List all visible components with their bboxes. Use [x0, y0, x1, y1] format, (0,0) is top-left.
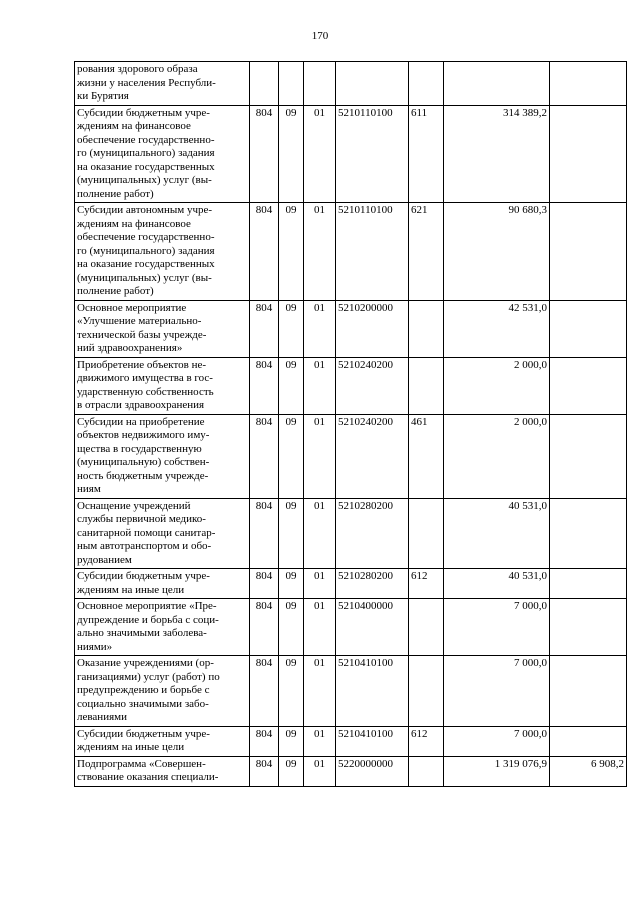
cell-amount: 1 319 076,9	[444, 756, 550, 786]
cell-subsection: 01	[304, 498, 336, 569]
cell-amount: 40 531,0	[444, 569, 550, 599]
cell-target-article: 5210280200	[336, 498, 409, 569]
cell-section: 09	[279, 105, 304, 203]
cell-name: Субсидии бюджетным учре- ждениям на финансовое обеспечение государственно- го (муниципального) задания на оказание государственных (муниципальных) услуг (вы- полнение работ)	[75, 105, 250, 203]
cell-ved-code: 804	[250, 357, 279, 414]
cell-target-article: 5210110100	[336, 203, 409, 301]
cell-name: Субсидии на приобретение объектов недвижимого иму- щества в государственную (муниципальную) собствен- ность бюджетным учрежде- ниям	[75, 414, 250, 498]
table-row	[75, 62, 627, 106]
cell-name: Оказание учреждениями (ор- ганизациями) услуг (работ) по предупреждению и борьбе с социально значимыми забо- леваниями	[75, 656, 250, 727]
cell-ved-code: 804	[250, 300, 279, 357]
cell-name: Основное мероприятие «Пре- дупреждение и борьба с соци- ально значимыми заболева- ниями»	[75, 599, 250, 656]
table-row	[75, 498, 627, 569]
cell-expense-type: 611	[409, 105, 444, 203]
cell-ved-code: 804	[250, 105, 279, 203]
cell-section: 09	[279, 414, 304, 498]
cell-target-article: 5210110100	[336, 105, 409, 203]
table-row	[75, 357, 627, 414]
cell-target-article	[336, 62, 409, 106]
cell-name: Субсидии бюджетным учре- ждениям на иные цели	[75, 569, 250, 599]
cell-amount: 40 531,0	[444, 498, 550, 569]
cell-target-article: 5210280200	[336, 569, 409, 599]
cell-amount-subvention	[550, 300, 627, 357]
cell-expense-type	[409, 357, 444, 414]
cell-name: Оснащение учреждений службы первичной медико- санитарной помощи санитар- ным автотранспортом и обо- рудованием	[75, 498, 250, 569]
cell-section: 09	[279, 300, 304, 357]
cell-section: 09	[279, 498, 304, 569]
cell-subsection: 01	[304, 569, 336, 599]
cell-ved-code: 804	[250, 756, 279, 786]
cell-target-article: 5210400000	[336, 599, 409, 656]
cell-amount-subvention	[550, 726, 627, 756]
cell-subsection: 01	[304, 656, 336, 727]
cell-subsection: 01	[304, 300, 336, 357]
cell-name: рования здорового образа жизни у населения Республи- ки Бурятия	[75, 62, 250, 106]
cell-section: 09	[279, 656, 304, 727]
cell-ved-code: 804	[250, 498, 279, 569]
cell-name: Приобретение объектов не- движимого имущества в гос- ударственную собственность в отрасли здравоохранения	[75, 357, 250, 414]
cell-amount-subvention	[550, 203, 627, 301]
cell-amount-subvention: 6 908,2	[550, 756, 627, 786]
cell-section: 09	[279, 599, 304, 656]
table-row	[75, 756, 627, 786]
table-row	[75, 656, 627, 727]
cell-amount: 42 531,0	[444, 300, 550, 357]
cell-section: 09	[279, 569, 304, 599]
cell-expense-type: 461	[409, 414, 444, 498]
cell-amount-subvention	[550, 656, 627, 727]
cell-section: 09	[279, 756, 304, 786]
cell-expense-type	[409, 756, 444, 786]
cell-target-article: 5210410100	[336, 726, 409, 756]
cell-amount: 2 000,0	[444, 357, 550, 414]
cell-target-article: 5210410100	[336, 656, 409, 727]
cell-subsection: 01	[304, 726, 336, 756]
cell-expense-type: 612	[409, 569, 444, 599]
cell-expense-type	[409, 300, 444, 357]
cell-name: Субсидии бюджетным учре- ждениям на иные цели	[75, 726, 250, 756]
table-row	[75, 414, 627, 498]
cell-amount: 7 000,0	[444, 656, 550, 727]
cell-name: Субсидии автономным учре- ждениям на финансовое обеспечение государственно- го (муниципального) задания на оказание государственных (муниципальных) услуг (вы- полнение работ)	[75, 203, 250, 301]
page-number: 170	[311, 30, 329, 42]
cell-target-article: 5210200000	[336, 300, 409, 357]
table-row	[75, 599, 627, 656]
cell-name: Основное мероприятие «Улучшение материально- технической базы учрежде- ний здравоохранения»	[75, 300, 250, 357]
cell-ved-code	[250, 62, 279, 106]
cell-subsection: 01	[304, 203, 336, 301]
cell-target-article: 5210240200	[336, 357, 409, 414]
cell-ved-code: 804	[250, 414, 279, 498]
cell-expense-type: 612	[409, 726, 444, 756]
cell-section: 09	[279, 203, 304, 301]
cell-target-article: 5210240200	[336, 414, 409, 498]
cell-amount-subvention	[550, 62, 627, 106]
table-row	[75, 203, 627, 301]
table-row	[75, 300, 627, 357]
cell-amount-subvention	[550, 357, 627, 414]
cell-ved-code: 804	[250, 726, 279, 756]
cell-subsection: 01	[304, 599, 336, 656]
cell-amount-subvention	[550, 498, 627, 569]
cell-amount	[444, 62, 550, 106]
cell-expense-type: 621	[409, 203, 444, 301]
cell-subsection	[304, 62, 336, 106]
cell-amount: 314 389,2	[444, 105, 550, 203]
cell-amount: 7 000,0	[444, 599, 550, 656]
cell-amount-subvention	[550, 569, 627, 599]
cell-section: 09	[279, 357, 304, 414]
cell-ved-code: 804	[250, 569, 279, 599]
cell-subsection: 01	[304, 414, 336, 498]
table-row	[75, 105, 627, 203]
cell-target-article: 5220000000	[336, 756, 409, 786]
cell-amount: 90 680,3	[444, 203, 550, 301]
cell-ved-code: 804	[250, 656, 279, 727]
cell-expense-type	[409, 656, 444, 727]
cell-expense-type	[409, 62, 444, 106]
cell-amount-subvention	[550, 105, 627, 203]
cell-amount: 7 000,0	[444, 726, 550, 756]
cell-expense-type	[409, 498, 444, 569]
cell-amount: 2 000,0	[444, 414, 550, 498]
budget-table	[74, 61, 627, 787]
table-row	[75, 569, 627, 599]
cell-section: 09	[279, 726, 304, 756]
cell-subsection: 01	[304, 357, 336, 414]
cell-amount-subvention	[550, 599, 627, 656]
cell-ved-code: 804	[250, 599, 279, 656]
cell-ved-code: 804	[250, 203, 279, 301]
cell-subsection: 01	[304, 105, 336, 203]
cell-expense-type	[409, 599, 444, 656]
cell-section	[279, 62, 304, 106]
table-row	[75, 726, 627, 756]
cell-subsection: 01	[304, 756, 336, 786]
cell-name: Подпрограмма «Совершен- ствование оказания специали-	[75, 756, 250, 786]
cell-amount-subvention	[550, 414, 627, 498]
